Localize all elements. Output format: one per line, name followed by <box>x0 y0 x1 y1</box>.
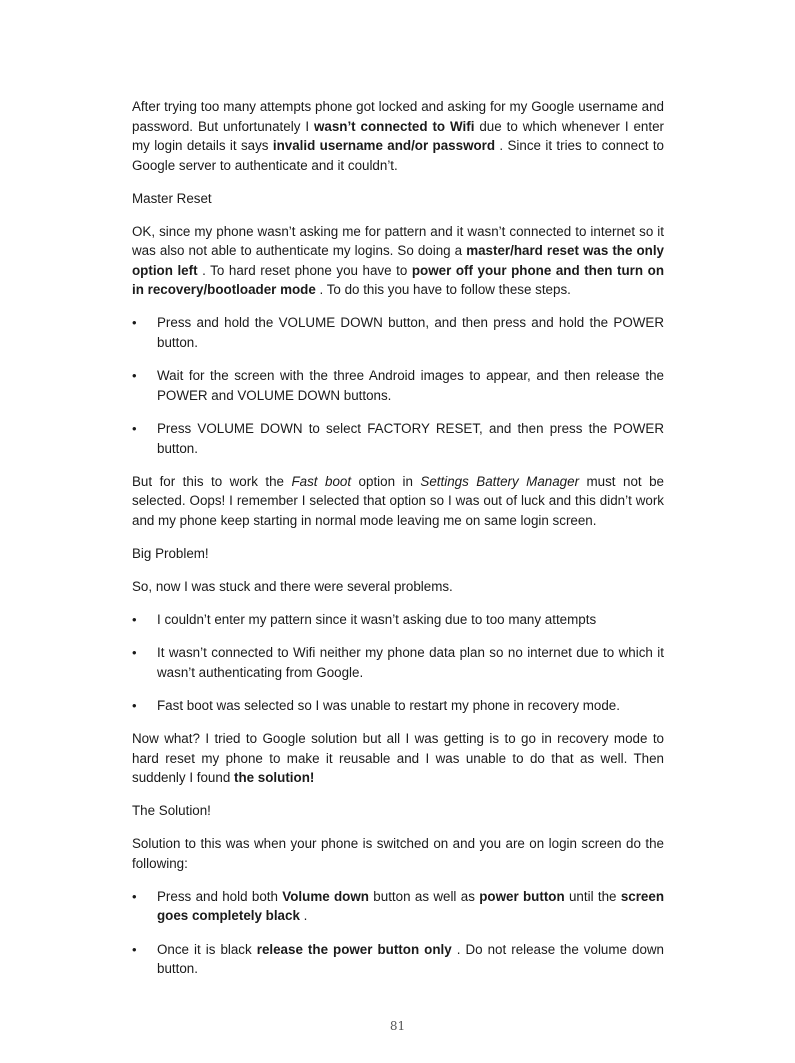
bullet-icon: • <box>132 421 137 436</box>
bullet-icon: • <box>132 611 137 627</box>
list-item: • Once it is black release the power button only . Do not release the volume down button. <box>132 941 665 976</box>
bullet-icon: • <box>132 315 137 330</box>
bullet-icon: • <box>132 645 137 660</box>
list-item: • Wait for the screen with the three Android images to appear, and then release the POWER and VOLUME DOWN buttons. <box>132 368 664 403</box>
bullet-icon: • <box>132 888 137 904</box>
paragraph-stuck: So, now I was stuck and there were several problems. <box>132 578 453 594</box>
reset-steps-list <box>132 313 664 458</box>
solution-steps-list <box>132 887 664 979</box>
list-item: • It wasn’t connected to Wifi neither my phone data plan so no internet due to which it wasn’t authenticating from Google. <box>132 645 664 680</box>
bullet-icon: • <box>132 368 137 383</box>
list-item: • Press and hold the VOLUME DOWN button, and then press and hold the POWER button. <box>132 315 664 350</box>
list-item: • Press VOLUME DOWN to select FACTORY RESET, and then press the POWER button. <box>132 421 664 456</box>
bullet-icon: • <box>132 941 137 957</box>
list-item: • Fast boot was selected so I was unable to restart my phone in recovery mode. <box>132 696 664 716</box>
paragraph-now-what: Now what? I tried to Google solution but all I was getting is to go in recovery mode to hard reset my phone to make it reusable and I was unable to do that as well. Then suddenly I found the solution! <box>132 731 664 785</box>
page-number: 81 <box>389 1019 406 1033</box>
heading-solution: The Solution! <box>132 803 211 818</box>
heading-master-reset: Master Reset <box>132 190 212 206</box>
paragraph-locked-phone: After trying too many attempts phone got locked and asking for my Google username and password. But unfortunately I wasn’t connected to Wifi due to which whenever I enter my login details it says invalid username and/or password . Since it tries to connect to Google server to authenticate and it couldn’t. <box>132 99 665 173</box>
list-item: • I couldn’t enter my pattern since it wasn’t asking due to too many attempts <box>132 610 664 630</box>
page-body <box>132 97 664 992</box>
paragraph-solution-intro: Solution to this was when your phone is switched on and you are on login screen do the following: <box>132 836 664 871</box>
heading-big-problem: Big Problem! <box>132 545 209 561</box>
paragraph-fast-boot: But for this to work the Fast boot option in Settings Battery Manager must not be selected. Oops! I remember I selected that option so I was out of luck and this didn’t work and my phone keep starting in normal mode leaving me on same login screen. <box>132 473 664 528</box>
problems-list <box>132 610 664 716</box>
paragraph-master-reset: OK, since my phone wasn’t asking me for pattern and it wasn’t connected to internet so it was also not able to authenticate my logins. So doing a master/hard reset was the only option left . To hard reset phone you have to power off your phone and then turn on in recovery/bootloader mode . To do this you have to follow these steps. <box>132 223 664 297</box>
bullet-icon: • <box>132 698 137 713</box>
list-item: • Press and hold both Volume down button as well as power button until the screen goes completely black . <box>132 888 665 923</box>
